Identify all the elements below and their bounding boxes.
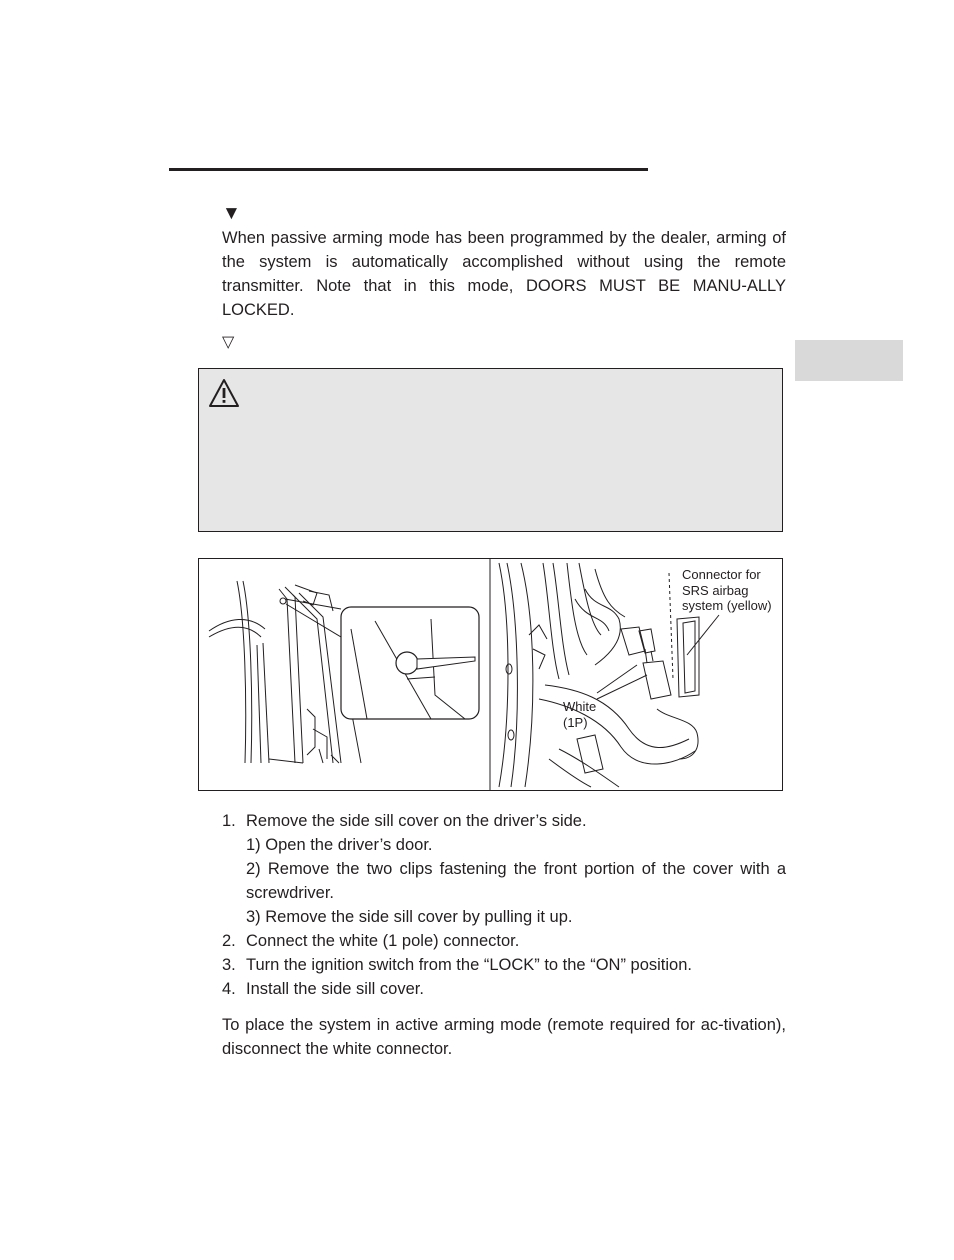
substep-item: 1) Open the driver’s door. [246, 836, 433, 854]
step-number: 3. [222, 956, 236, 974]
step-number: 1. [222, 812, 236, 830]
substep-list [246, 833, 786, 929]
step-text: Turn the ignition switch from the “LOCK” to the “ON” position. [246, 956, 692, 974]
substep-item: 2) Remove the two clips fastening the front portion of the cover with a screwdriver. [246, 860, 786, 902]
white-connector-label-line2: (1P) [563, 715, 588, 730]
step-item [222, 977, 786, 1001]
section-rule [169, 168, 648, 171]
step-text: Install the side sill cover. [246, 980, 424, 998]
connector-label-line1: Connector for [682, 567, 761, 582]
connector-location-figure [198, 558, 783, 791]
clip-detail-inset [341, 607, 479, 719]
step-number: 2. [222, 932, 236, 950]
warning-triangle-icon [208, 378, 240, 408]
substep-item: 3) Remove the side sill cover by pulling it up. [246, 908, 573, 926]
warning-box [198, 368, 783, 532]
step-number: 4. [222, 980, 236, 998]
chapter-side-tab [795, 340, 903, 381]
harness-callout-lines [597, 615, 719, 699]
connector-label-line2: SRS airbag [682, 583, 749, 598]
step-item [222, 929, 786, 953]
closing-paragraph: To place the system in active arming mode (remote required for ac-tivation), disconnect the white connector. [222, 1016, 786, 1058]
intro-paragraph: When passive arming mode has been programmed by the dealer, arming of the system is automatically accomplished without using the remote transmitter. Note that in this mode, DOORS MUST BE MANU-ALLY LOCKED. [222, 229, 786, 319]
step-item [222, 809, 786, 929]
section-marker-filled-triangle: ▼ [222, 203, 241, 224]
section-marker-open-triangle: ▽ [222, 334, 235, 351]
connector-label-line3: system (yellow) [682, 598, 772, 613]
procedure-steps [222, 809, 786, 1001]
wiring-harness-sketch [499, 563, 699, 787]
step-item [222, 953, 786, 977]
step-text: Remove the side sill cover on the driver’s side. [246, 812, 587, 830]
white-connector-label-line1: White [563, 699, 597, 714]
step-text: Connect the white (1 pole) connector. [246, 932, 520, 950]
